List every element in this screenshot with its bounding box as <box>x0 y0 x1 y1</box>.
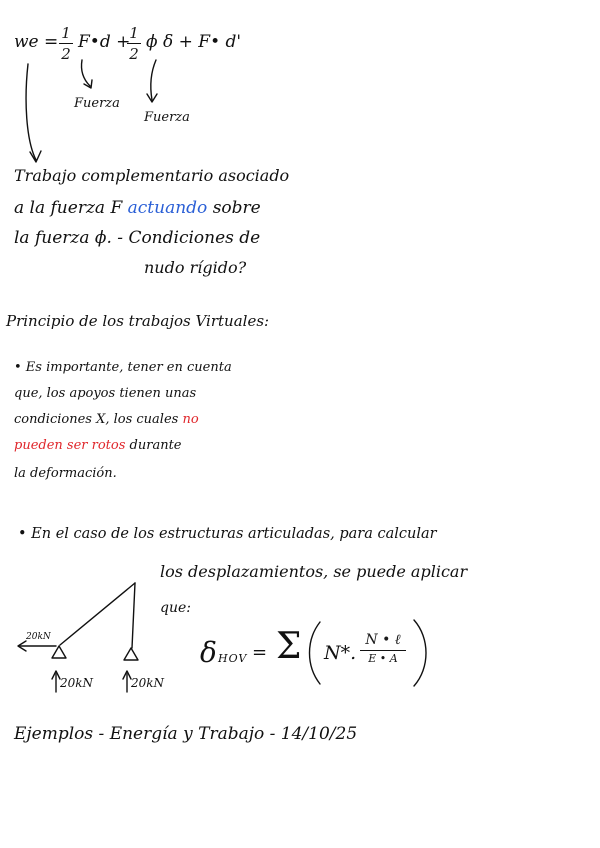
highlight-actuando: actuando <box>127 198 208 218</box>
equation-fraction <box>360 632 406 665</box>
paragraph-1-line-2: a la fuerza F actuando sobre <box>14 198 261 218</box>
highlight-pueden-ser-rotos: pueden ser rotos <box>14 438 126 453</box>
equation-sum: Σ <box>276 626 302 667</box>
support-left <box>52 646 66 658</box>
section-heading: Principio de los trabajos Virtuales: <box>6 312 270 330</box>
equation-subscript: HOV <box>218 652 248 665</box>
truss-load-label: 20kN <box>26 632 51 642</box>
bullet-2-line-1: • En el caso de los estructuras articuladas, para calcular <box>18 526 437 542</box>
truss-vertical <box>132 583 135 648</box>
arrow-we-down <box>26 64 36 160</box>
bullet-2-line-2: los desplazamientos, se puede aplicar <box>160 562 468 581</box>
bullet-1-line-2: que, los apoyos tienen unas <box>14 386 197 401</box>
equation-n-star: N*. <box>324 642 357 664</box>
formula-lhs: we = <box>14 32 59 52</box>
formula-half-2: 1 2 <box>127 24 141 63</box>
paragraph-1-line-3: la fuerza ϕ. - Condiciones de <box>14 228 261 248</box>
bullet-1-line-5: la deformación. <box>14 466 117 481</box>
equation-equals: = <box>252 642 268 663</box>
bullet-1-line-4: pueden ser rotos durante <box>14 438 182 453</box>
formula-half-1: 1 2 <box>59 24 73 63</box>
bullet-1-line-1: • Es importante, tener en cuenta <box>14 360 232 375</box>
truss-diagonal <box>60 583 135 645</box>
paren-right <box>414 620 426 686</box>
truss-reaction-label-1: 20kN <box>60 676 94 690</box>
paragraph-1-line-4: nudo rígido? <box>144 258 247 277</box>
paragraph-1-line-1: Trabajo complementario asociado <box>14 166 290 185</box>
bullet-1-line-3: condiciones X, los cuales no <box>14 412 199 427</box>
highlight-no: no <box>182 412 199 427</box>
formula-term-1: F•d + <box>78 32 131 52</box>
bullet-2-line-3: que: <box>160 600 191 616</box>
label-fuerza-2: Fuerza <box>144 110 190 125</box>
arrow-fuerza-1 <box>81 60 90 86</box>
support-right <box>124 648 138 660</box>
label-fuerza-1: Fuerza <box>74 96 120 111</box>
footer-title: Ejemplos - Energía y Trabajo - 14/10/25 <box>14 724 358 744</box>
equation-numerator: N • ℓ <box>365 632 401 648</box>
equation-delta: δ <box>200 636 217 669</box>
equation-denominator: E • A <box>368 652 398 665</box>
paren-left <box>310 622 321 684</box>
formula-term-2: ϕ δ + F• d' <box>146 32 242 52</box>
arrow-fuerza-2 <box>151 60 156 100</box>
truss-reaction-label-2: 20kN <box>131 676 165 690</box>
